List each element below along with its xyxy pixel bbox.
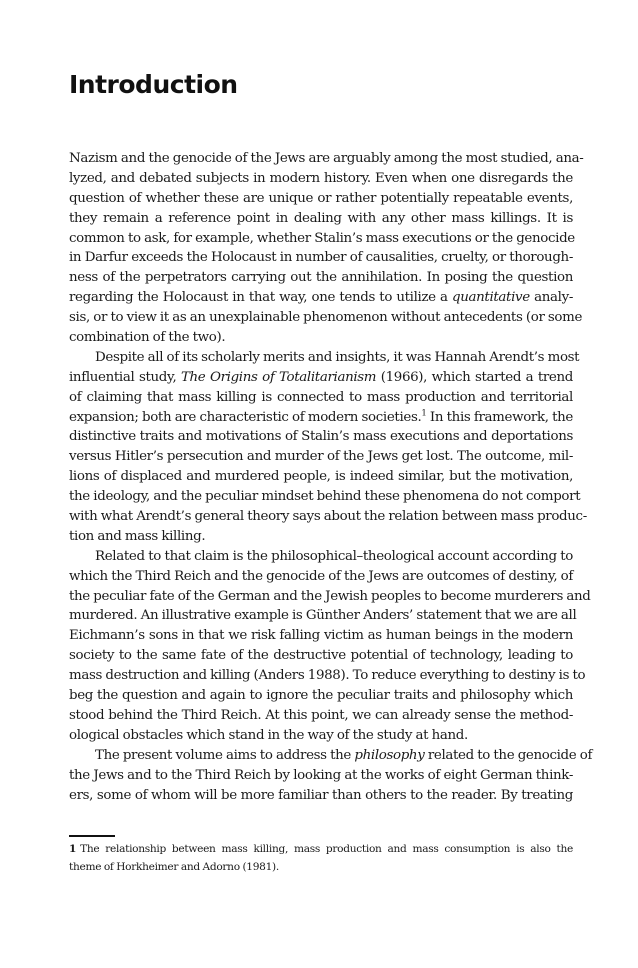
text-segment: The present volume aims to address the	[95, 747, 355, 763]
paragraph-4	[69, 746, 593, 806]
text-line: lyzed, and debated subjects in modern history. Even when one disregards the	[69, 170, 573, 186]
text-line: sis, or to view it as an unexplainable phenomenon without antecedents (or some	[69, 310, 583, 326]
text-line: beg the question and again to ignore the peculiar traits and philosophy which	[69, 688, 573, 704]
text-line	[69, 368, 573, 388]
text-line: Eichmann’s sons in that we risk falling victim as human beings in the modern	[69, 628, 573, 644]
text-line	[69, 746, 593, 766]
footnote-marker: 1	[421, 408, 427, 419]
text-segment: regarding the Holocaust in that way, one tends to utilize a	[69, 290, 453, 306]
text-line: tion and mass killing.	[69, 528, 206, 544]
text-line: distinctive traits and motivations of Stalin’s mass executions and deportations	[69, 429, 573, 445]
text-line: combination of the two).	[69, 330, 226, 346]
paragraph-2	[69, 348, 587, 547]
text-line	[69, 288, 573, 308]
text-segment: In this framework, the	[426, 409, 573, 425]
text-line: Related to that claim is the philosophical–theological account according to	[95, 548, 573, 564]
italic-term: philosophy	[354, 747, 425, 763]
text-line: they remain a reference point in dealing with any other mass killings. It is	[69, 210, 573, 226]
italic-term: quantitative	[452, 290, 530, 306]
text-line: mass destruction and killing (Anders 1988). To reduce everything to destiny is to	[69, 668, 586, 684]
footnote-line: theme of Horkheimer and Adorno (1981).	[69, 860, 279, 873]
text-line: society to the same fate of the destructive potential of technology, leading to	[69, 648, 573, 664]
text-line: of claiming that mass killing is connected to mass production and territorial	[69, 389, 573, 405]
text-line: the ideology, and the peculiar mindset behind these phenomena do not comport	[69, 489, 581, 505]
text-line: in Darfur exceeds the Holocaust in number of causalities, cruelty, or thorough-	[69, 250, 573, 266]
text-line: murdered. An illustrative example is Günther Anders’ statement that we are all	[69, 608, 577, 624]
paragraph-3	[69, 547, 591, 746]
text-line: question of whether these are unique or rather potentially repeatable events,	[69, 190, 573, 206]
paragraph-1	[69, 149, 584, 348]
text-line: common to ask, for example, whether Stalin’s mass executions or the genocide	[69, 230, 575, 246]
text-line: the Jews and to the Third Reich by looking at the works of eight German think-	[69, 767, 573, 783]
text-segment: expansion; both are characteristic of modern societies.	[69, 409, 422, 425]
text-line: stood behind the Third Reich. At this point, we can already sense the method-	[69, 707, 573, 723]
text-line: with what Arendt’s general theory says about the relation between mass produc-	[69, 509, 587, 525]
text-line: ness of the perpetrators carrying out the annihilation. In posing the question	[69, 270, 573, 286]
text-line: the peculiar fate of the German and the Jewish peoples to become murderers and	[69, 588, 591, 604]
text-segment: influential study,	[69, 369, 181, 385]
text-line	[69, 408, 573, 428]
footnote-number: 1	[69, 843, 77, 855]
text-line: Despite all of its scholarly merits and insights, it was Hannah Arendt’s most	[95, 349, 580, 365]
text-line: lions of displaced and murdered people, is indeed similar, but the motivation,	[69, 469, 573, 485]
text-line: ers, some of whom will be more familiar than others to the reader. By treating	[69, 787, 573, 803]
footnote-divider	[69, 835, 115, 837]
text-line: which the Third Reich and the genocide of the Jews are outcomes of destiny, of	[69, 568, 573, 584]
text-segment: analy-	[529, 290, 573, 306]
body-text	[69, 149, 593, 805]
book-title: The Origins of Totalitarianism	[180, 369, 377, 385]
text-line: Nazism and the genocide of the Jews are arguably among the most studied, ana-	[69, 151, 584, 166]
text-line: ological obstacles which stand in the way of the study at hand.	[69, 727, 468, 743]
text-line: versus Hitler’s persecution and murder of the Jews get lost. The outcome, mil-	[69, 449, 573, 465]
footnote-line	[69, 841, 573, 859]
footnote-text: The relationship between mass killing, mass production and mass consumption is also the	[80, 843, 573, 855]
text-segment: related to the genocide of	[424, 747, 593, 763]
footnote	[69, 841, 573, 876]
page-title: Introduction	[69, 70, 238, 99]
text-segment: (1966), which started a trend	[376, 369, 573, 385]
